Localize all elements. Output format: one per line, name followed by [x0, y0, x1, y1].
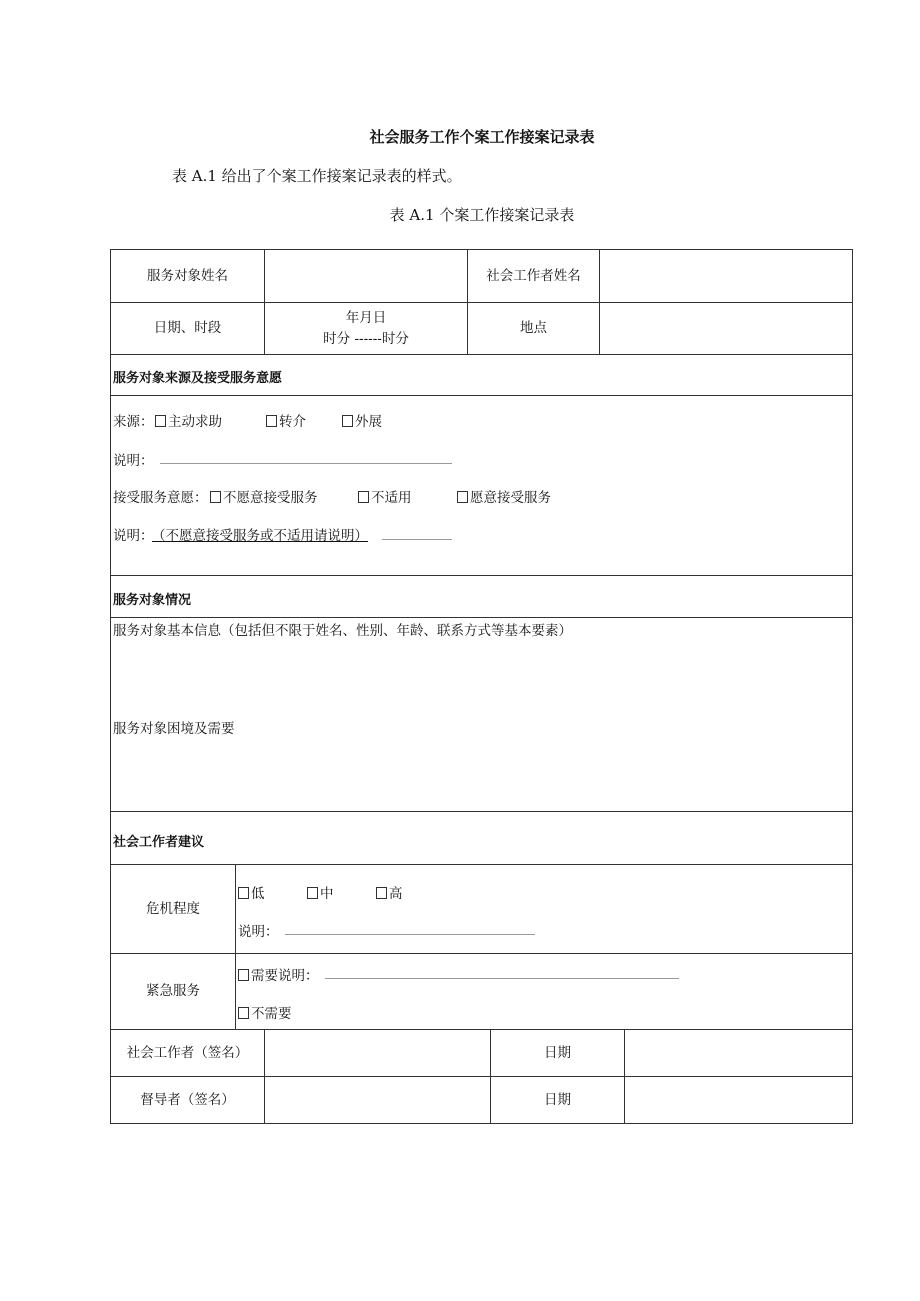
urgent-no-option[interactable]: 不需要: [238, 1002, 292, 1022]
worker-signature-label: 社会工作者（签名）: [126, 1044, 249, 1061]
urgent-need-option[interactable]: 需要说明：: [238, 964, 319, 984]
willingness-option-na[interactable]: 不适用: [358, 486, 412, 506]
source-option-outreach[interactable]: 外展: [342, 410, 382, 430]
willingness-note-line[interactable]: [382, 539, 452, 540]
checkbox-icon: [155, 415, 166, 427]
source-option-referral[interactable]: 转介: [266, 410, 306, 430]
supervisor-date-label: 日期: [544, 1091, 571, 1108]
crisis-option-high[interactable]: 高: [376, 882, 403, 902]
source-label: 来源：: [113, 414, 154, 430]
advice-section-heading: 社会工作者建议: [113, 835, 205, 850]
location-label: 地点: [520, 320, 547, 337]
source-option-self[interactable]: 主动求助: [155, 410, 222, 430]
checkbox-icon: [238, 969, 249, 981]
checkbox-icon: [266, 415, 277, 427]
checkbox-icon: [307, 887, 318, 899]
worker-signature-field[interactable]: [265, 1030, 490, 1076]
urgent-need-line[interactable]: [325, 978, 679, 979]
checkbox-icon: [238, 887, 249, 899]
crisis-note-label: 说明：: [238, 924, 279, 940]
source-note-label: 说明：: [113, 453, 154, 469]
situation-section-heading: 服务对象情况: [113, 593, 192, 608]
client-name-label: 服务对象姓名: [147, 267, 228, 284]
checkbox-icon: [210, 491, 221, 503]
date-label: 日期、时段: [153, 320, 222, 337]
client-name-field[interactable]: [265, 250, 467, 302]
source-row: [113, 410, 154, 430]
time-line: 时分 ------时分: [323, 330, 409, 347]
checkbox-icon: [238, 1007, 249, 1019]
worker-date-label: 日期: [544, 1044, 571, 1061]
location-field[interactable]: [600, 303, 852, 354]
worker-name-label: 社会工作者姓名: [486, 267, 581, 284]
willingness-label: 接受服务意愿：: [113, 490, 208, 506]
worker-name-field[interactable]: [600, 250, 852, 302]
basic-info-label: 服务对象基本信息（包括但不限于姓名、性别、年龄、联系方式等基本要素）: [113, 623, 572, 639]
date-line: 年月日: [345, 309, 387, 326]
crisis-option-low[interactable]: 低: [238, 882, 265, 902]
intro-paragraph: 表 A.1 给出了个案工作接案记录表的样式。: [172, 167, 462, 185]
crisis-option-medium[interactable]: 中: [307, 882, 334, 902]
source-section-heading: 服务对象来源及接受服务意愿: [113, 371, 283, 386]
table-caption: 表 A.1 个案工作接案记录表: [389, 206, 575, 224]
page-title: 社会服务工作个案工作接案记录表: [369, 128, 595, 146]
willingness-note-label: 说明：: [113, 528, 154, 544]
checkbox-icon: [342, 415, 353, 427]
willingness-option-yes[interactable]: 愿意接受服务: [457, 486, 551, 506]
crisis-level-label: 危机程度: [146, 900, 200, 917]
checkbox-icon: [457, 491, 468, 503]
worker-date-field[interactable]: [625, 1030, 852, 1076]
checkbox-icon: [376, 887, 387, 899]
date-time-field[interactable]: [265, 303, 467, 354]
urgent-service-label: 紧急服务: [146, 983, 200, 1000]
crisis-note-line[interactable]: [285, 934, 535, 935]
supervisor-date-field[interactable]: [625, 1077, 852, 1123]
willingness-note-hint: （不愿意接受服务或不适用请说明）: [152, 528, 368, 544]
source-note-line[interactable]: [160, 463, 452, 464]
supervisor-signature-field[interactable]: [265, 1077, 490, 1123]
willingness-option-no[interactable]: 不愿意接受服务: [210, 486, 318, 506]
supervisor-signature-label: 督导者（签名）: [140, 1091, 235, 1108]
checkbox-icon: [358, 491, 369, 503]
needs-label: 服务对象困境及需要: [113, 721, 235, 737]
